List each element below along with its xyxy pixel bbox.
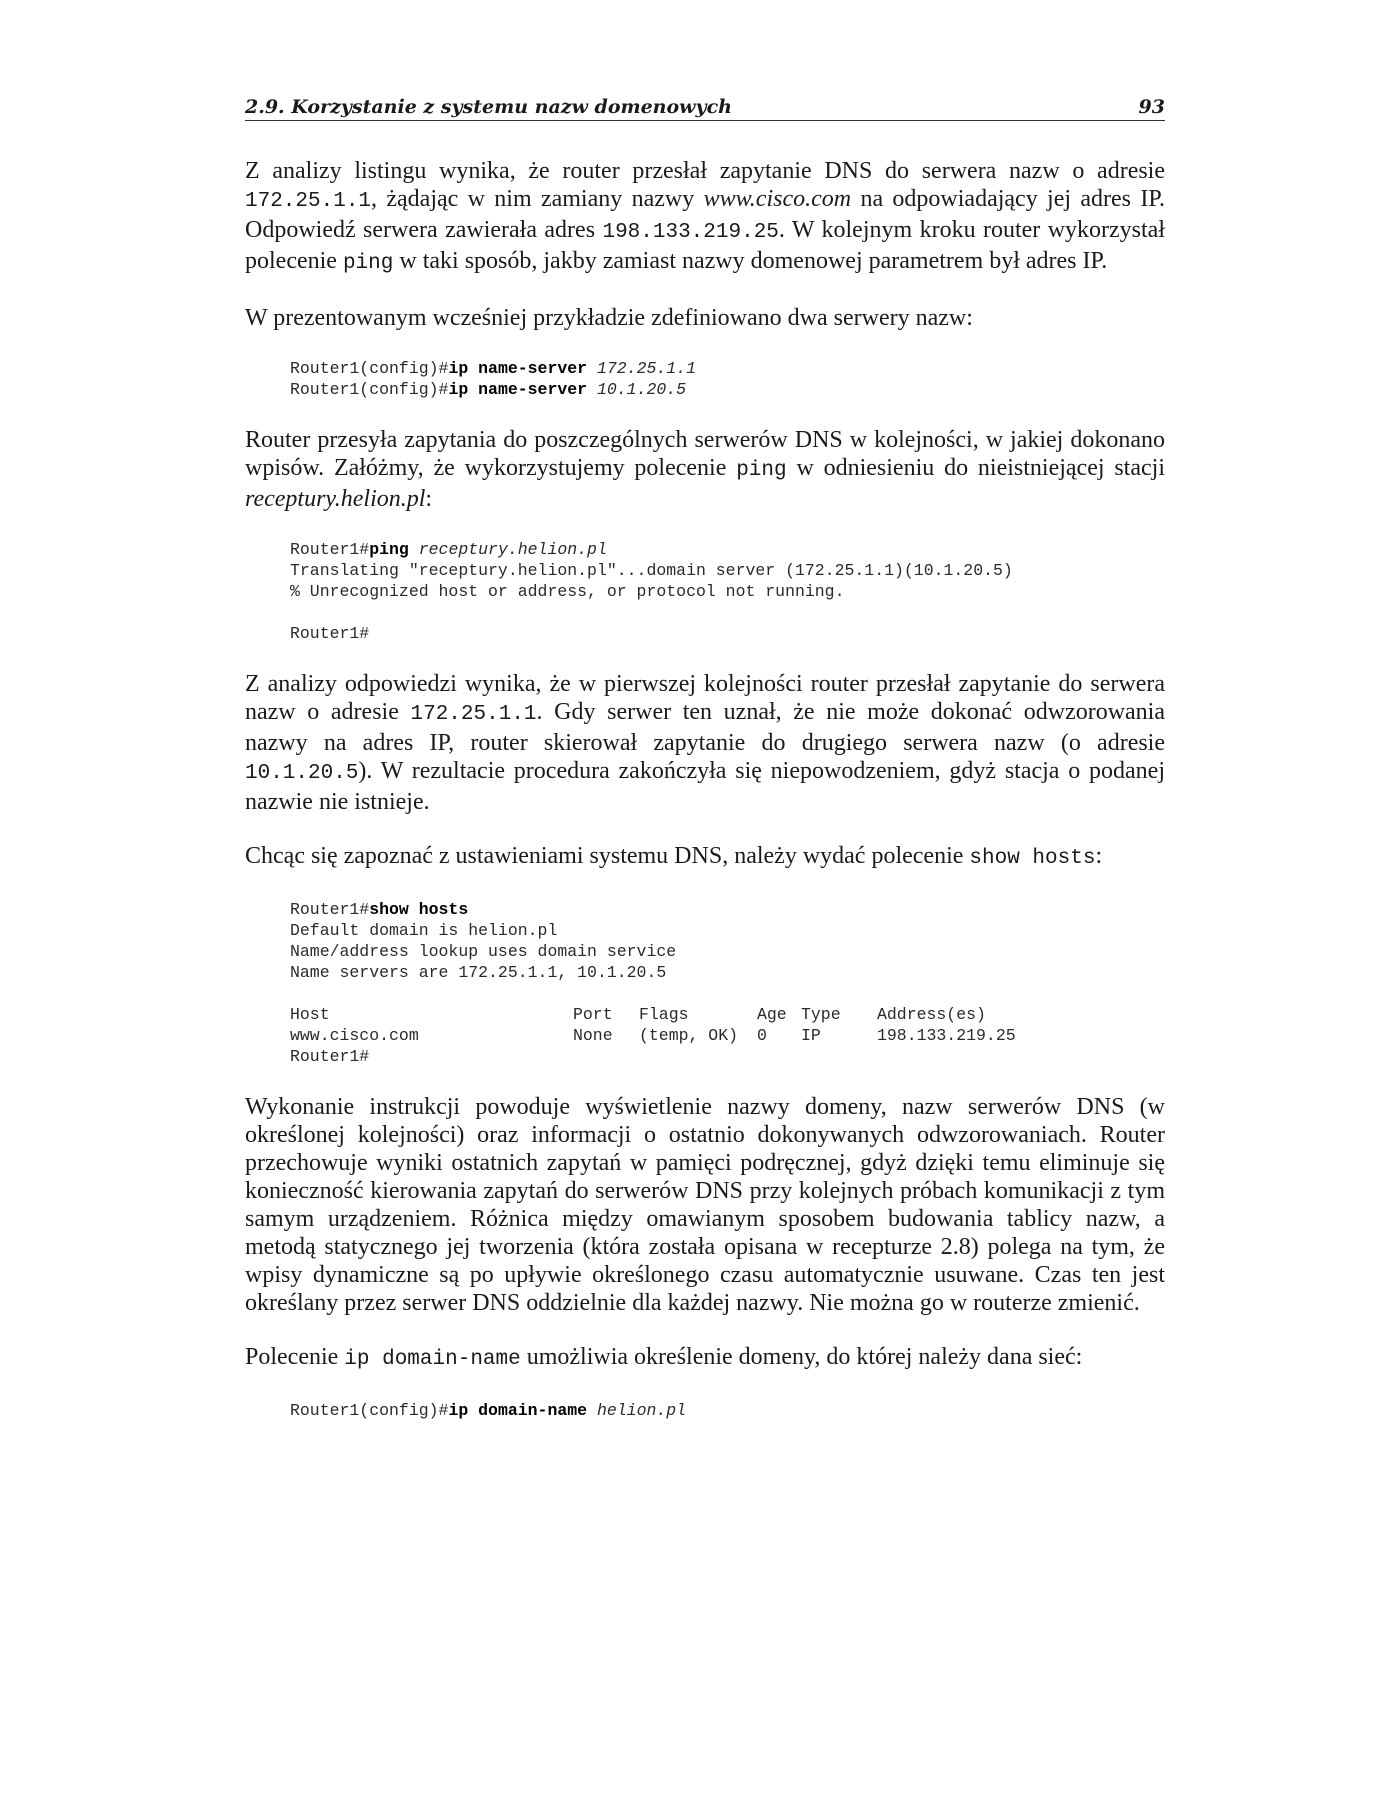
code-line: Translating "receptury.helion.pl"...domain server (172.25.1.1)(10.1.20.5) xyxy=(290,561,1013,580)
code-line: Router1(config)#ip name-server 172.25.1.1 xyxy=(290,359,696,378)
text-run: umożliwia określenie domeny, do której należy dana sieć: xyxy=(520,1344,1083,1370)
inline-command: ip domain-name xyxy=(344,1348,521,1371)
inline-ip: 10.1.20.5 xyxy=(245,762,359,785)
text-run: Z analizy odpowiedzi wynika, że w pierwszej kolejności router przesłał zapytanie do serwera nazw o adresie xyxy=(245,671,1165,725)
text-run: . Gdy serwer ten uznał, że nie może dokonać odwzorowania nazwy na adres IP, router skierował zapytanie do drugiego serwera nazw (o adresie xyxy=(245,699,1165,756)
paragraph-1 xyxy=(245,157,1165,278)
code-line: Default domain is helion.pl xyxy=(290,921,558,940)
code-line: Name servers are 172.25.1.1, 10.1.20.5 xyxy=(290,963,667,982)
paragraph-3 xyxy=(245,426,1165,513)
hosts-table-row: www.cisco.com None (temp, OK) 0 IP 198.133.219.25 xyxy=(290,1026,1016,1045)
text-run: w odniesieniu do nieistniejącej stacji xyxy=(786,455,1165,481)
text-run: na odpowiadający jej adres IP. Odpowiedź serwera zawierała adres xyxy=(245,186,1166,243)
code-block-name-servers xyxy=(290,358,1165,400)
page-number: 93 xyxy=(1138,96,1165,118)
text-run: Polecenie xyxy=(245,1344,345,1370)
text-run: . W kolejnym kroku router wykorzystał polecenie xyxy=(245,217,1166,274)
inline-command: show hosts xyxy=(969,847,1096,870)
code-block-domain-name xyxy=(290,1400,1165,1421)
text-run: : xyxy=(425,486,433,512)
paragraph-7 xyxy=(245,1343,1165,1374)
section-title: 2.9. Korzystanie z systemu nazw domenowych xyxy=(245,96,732,118)
code-block-ping xyxy=(290,539,1165,644)
inline-hostname: receptury.helion.pl xyxy=(245,486,426,512)
text-run: Router przesyła zapytania do poszczególnych serwerów DNS w kolejności, w jakiej dokonano wpisów. Załóżmy, że wykorzystujemy polecenie xyxy=(245,427,1165,481)
inline-command: ping xyxy=(736,459,787,482)
code-line: Router1(config)#ip domain-name helion.pl xyxy=(290,1401,687,1420)
running-header xyxy=(245,96,1165,121)
code-line: % Unrecognized host or address, or protocol not running. xyxy=(290,582,845,601)
text-run: Chcąc się zapoznać z ustawieniami systemu DNS, należy wydać polecenie xyxy=(245,843,970,869)
inline-ip: 172.25.1.1 xyxy=(245,190,372,213)
code-line: Name/address lookup uses domain service xyxy=(290,942,677,961)
book-page xyxy=(245,96,1165,1447)
inline-ip: 198.133.219.25 xyxy=(602,221,779,244)
paragraph-2: W prezentowanym wcześniej przykładzie zdefiniowano dwa serwery nazw: xyxy=(245,305,973,331)
text-run: w taki sposób, jakby zamiast nazwy domenowej parametrem był adres IP. xyxy=(393,248,1108,274)
paragraph-6: Wykonanie instrukcji powoduje wyświetlenie nazwy domeny, nazw serwerów DNS (w określonej kolejności) oraz informacji o ostatnio dokonywanych odwzorowaniach. Router przechowuje wyniki ostatnich zapytań w pamięci podręcznej, gdyż dzięki temu eliminuje się konieczność kierowania zapytań do serwerów DNS przy kolejnych próbach komunikacji z tym samym urządzeniem. Różnica między omawianym sposobem budowania tablicy nazw, a metodą statycznego jej tworzenia (która została opisana w recepturze 2.8) polega na tym, że wpisy dynamiczne są po upływie określonego czasu automatycznie usuwane. Czas ten jest określany przez serwer DNS oddzielnie dla każdej nazwy. Nie można go w routerze zmienić. xyxy=(245,1094,1165,1316)
code-line: Router1# xyxy=(290,1047,370,1066)
text-run: : xyxy=(1095,843,1103,869)
text-run: , żądając w nim zamiany nazwy xyxy=(371,186,704,212)
inline-ip: 172.25.1.1 xyxy=(410,703,537,726)
paragraph-4 xyxy=(245,670,1165,816)
hosts-table-header: Host Port Flags Age Type Address(es) xyxy=(290,1005,986,1024)
inline-command: ping xyxy=(342,252,394,275)
text-run: Z analizy listingu wynika, że router przesłał zapytanie DNS do serwera nazw o adresie xyxy=(245,158,1165,184)
paragraph-5 xyxy=(245,842,1165,873)
code-line: Router1#ping receptury.helion.pl xyxy=(290,540,607,559)
code-block-show-hosts xyxy=(290,899,1165,1067)
code-line: Router1(config)#ip name-server 10.1.20.5 xyxy=(290,380,687,399)
code-line: Router1#show hosts xyxy=(290,900,469,919)
inline-hostname: www.cisco.com xyxy=(703,186,852,212)
code-line: Router1# xyxy=(290,624,370,643)
text-run: ). W rezultacie procedura zakończyła się niepowodzeniem, gdyż stacja o podanej nazwie nie istnieje. xyxy=(245,758,1165,815)
